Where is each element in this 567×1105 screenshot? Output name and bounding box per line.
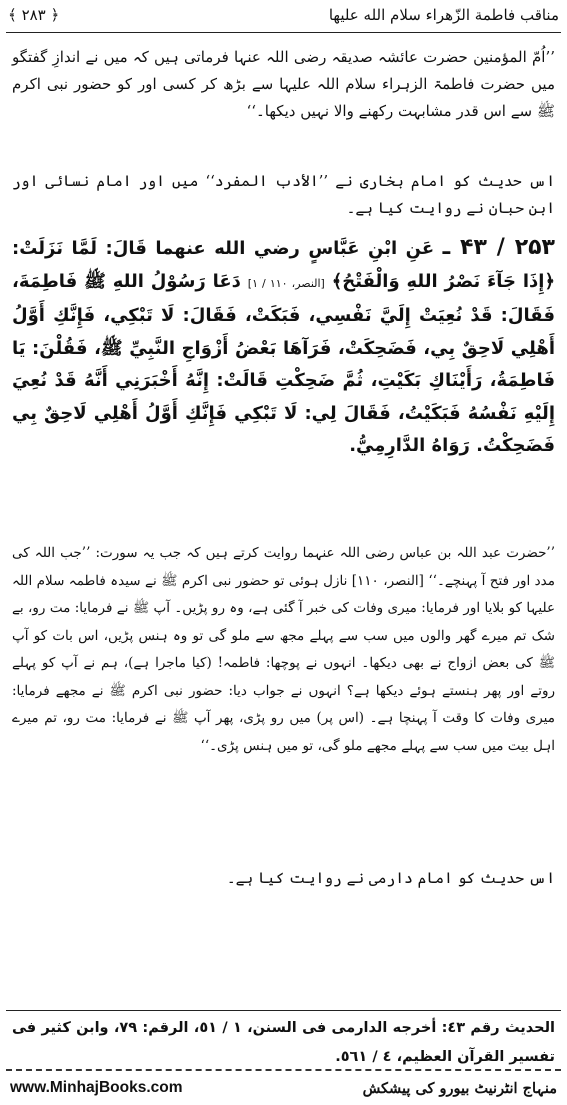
footnote-rule [6,1010,561,1011]
urdu-translation: ’’حضرت عبد اللہ بن عباس رضی اللہ عنہما روایت کرتے ہیں کہ جب یہ سورت: ’’جب اللہ کی مدد اور فتح آ پہنچے۔‘‘ [النصر، ١١٠] نازل ہوئی تو حضور نبی اکرم ﷺ نے سیدہ فاطمہ سلام اللہ علیہا کو بلایا اور فرمایا: میری وفات کی خبر آ گئی ہے، وہ رو پڑیں۔ آپ ﷺ نے فرمایا: مت رو، بے شک تم میرے گھر والوں میں سب سے پہلے مجھ سے ملو گی تو وہ ہنس پڑیں، اس بات کو آپ ﷺ کی بعض ازواج نے بھی دیکھا۔ انہوں نے پوچھا: فاطمہ! (کیا ماجرا ہے)، ہم نے آپ کو پہلے روتے اور پھر ہنستے ہوئے دیکھا ہے؟ انہوں نے جواب دیا: حضور نبی اکرم ﷺ نے مجھے فرمایا: میری وفات کا وقت آ پہنچا ہے۔ (اس پر) میں رو پڑی، پھر آپ ﷺ نے فرمایا: مت رو، تم میرے اہل بیت میں سب سے پہلے مجھے ملو گی، تو میں ہنس پڑی۔‘‘ [12,545,555,754]
urdu-paragraph-3: اس حدیث کو امام دارمی نے روایت کیا ہے۔ [226,869,555,887]
hadith-number: ۲۵۳ / ۴۳ ـ [442,235,555,260]
hadith-text-b: دَعَا رَسُوْلُ اللهِ ﷺ فَاطِمَةَ، فَقَالَ: قَدْ نُعِيَتْ إِلَيَّ نَفْسِي، فَبَكَتْ، فَقَالَ: لَا تَبْكِي، فَإِنَّكِ أَوَّلُ أَهْلِي لَاحِقٌ بِي، فَضَحِكَتْ، فَرَآهَا بَعْضُ أَزْوَاجِ النَّبِيِّ ﷺ، فَقُلْنَ: يَا فَاطِمَةُ، رَأَيْنَاكِ بَكَيْتِ، ثُمَّ ضَحِكْتِ قَالَتْ: إِنَّهُ أَخْبَرَنِي أَنَّهُ قَدْ نُعِيَ إِلَيْهِ نَفْسُهُ فَبَكَيْتُ، فَقَالَ لِي: لَا تَبْكِي فَإِنَّكِ أَوَّلُ أَهْلِي لَاحِقٌ بِي فَضَحِكْتُ. رَوَاهُ الدَّارِمِيُّ. [12,270,555,456]
quran-reference: [النصر، ١١٠ / ١] [247,276,325,290]
page-footer [10,1075,557,1101]
page-header [8,0,559,30]
page-number: ﴿ ۲۸۳ ﴾ [8,6,60,24]
hadith-text-a: عَنِ ابْنِ عَبَّاسٍ رضي الله عنهما قَالَ: لَمَّا نَزَلَتْ: ﴿إِذَا جَآءَ نَصْرُ اللهِ وَالْفَتْحُ﴾ [12,238,555,292]
arabic-hadith [12,232,555,463]
footer-rule [6,1069,561,1071]
urdu-paragraph-1: ’’اُمّ المؤمنین حضرت عائشہ صدیقہ رضی اللہ عنہا فرماتی ہیں کہ میں نے اندازِ گفتگو میں حضرت فاطمۃ الزہراء سلام اللہ علیہا سے بڑھ کر کسی اور کو حضور نبی اکرم ﷺ سے اس قدر مشابہت رکھنے والا نہیں دیکھا۔‘‘ [12,48,555,120]
running-title: مناقب فاطمة الزّهراء سلام الله علیها [328,6,559,24]
publisher-credit: منہاج انٹرنیٹ بیورو کی پیشکش [362,1079,557,1097]
website-link[interactable]: www.MinhajBooks.com [10,1079,183,1096]
header-rule [6,32,561,33]
footnote-text: الحديث رقم ٤٣: أخرجه الدارمى فى السنن، ١ / ٥١، الرقم: ٧٩، وابن كثير فى تفسير القرآن العظيم، ٤ / ٥٦١. [12,1020,555,1065]
urdu-paragraph-2: اس حدیث کو امام بخاری نے ’’الأدب المفرد‘‘ میں اور امام نسائی اور ابن حبان نے روایت کیا ہے۔ [12,172,555,217]
